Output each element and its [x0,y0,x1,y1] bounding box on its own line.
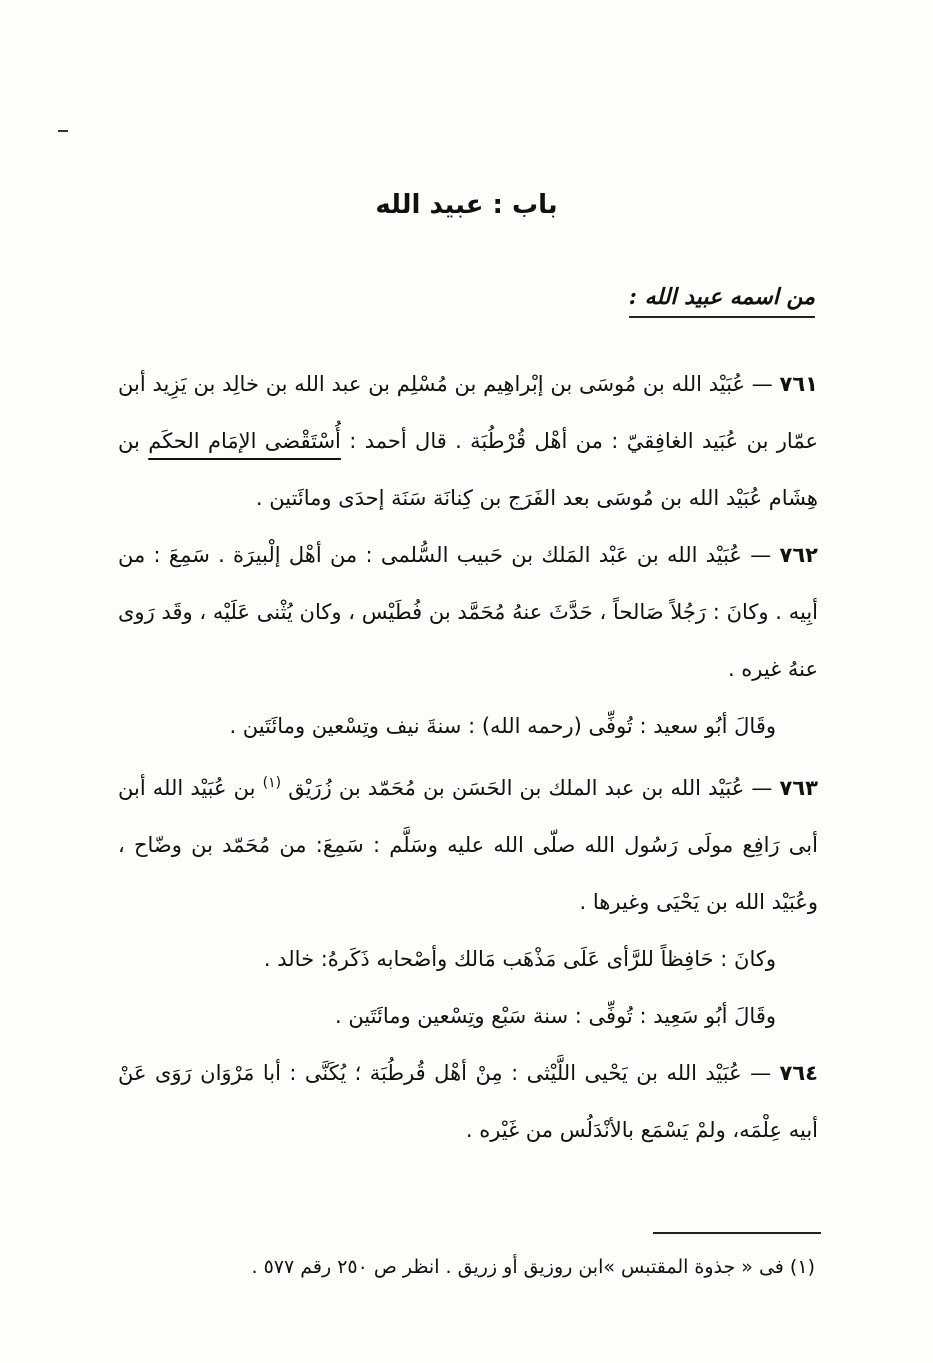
section-heading: من اسمه عبيد الله : [629,284,815,318]
entry-number: ٧٦٢ [779,543,818,567]
entry-762 [118,527,818,698]
entry-text: — عُبَيْد الله بن مُوسَى بن إبْراهِيم بن مُسْلِم بن عبد الله بن خالِد بن يَزِيد أبن عمّار بن عُبَيد الغافِقيّ : من أهْل قُرْطُبَة . قال أحمد : [118,372,818,453]
footnote-reference: (١) [262,775,282,791]
entry-763-note: وكانَ : حَافِظاً للرَّأى عَلَى مَذْهَب مَالك وأصْحابه ذَكَرهُ: خالد . [263,947,776,971]
entry-text-continued: بن عُبَيْد الله أبن أبى رَافِع مولَى رَسُول الله صلّى الله عليه وسَلَّم : سَمِعَ: من مُحَمّد بن وضّاح ، وعُبَيْد الله بن يَحْيَى وغيرها . [118,776,818,914]
footnote: (١) فى « جذوة المقتبس »ابن روزيق أو زريق . انظر ص ٢٥٠ رقم ٥٧٧ . [251,1256,815,1278]
entry-763-death-note: وقَالَ أبُو سَعِيد : تُوفِّى : سنة سَبْع وتِسْعين ومائَتَين . [334,1004,776,1028]
entry-761 [118,356,818,527]
entry-763 [118,755,818,931]
entry-number: ٧٦٤ [779,1061,818,1085]
entry-text-continued: بن هِشَام عُبَيْد الله بن مُوسَى بعد الفَرَج بن كِنانَة سَنَة إحدَى ومائَتين . [118,429,818,510]
underlined-phrase: أُسْتَقْضى الإمَام الحكَم [148,429,341,453]
footnote-divider [653,1232,821,1234]
entry-text: — عُبَيْد الله بن عَبْد المَلك بن حَبيب السُّلمى : من أهْل إلْبيرَة . سَمِعَ : من أبِيه . وكانَ : رَجُلاً صَالحاً ، حَدَّثَ عنهُ مُحَمَّد بن فُطَيْس ، وكان يُثْنى عَلَيْه ، وقَد رَوى عنهُ غيره . [118,543,818,681]
entry-764 [118,1045,818,1159]
entry-text: — عُبَيْد الله بن عبد الملك بن الحَسَن بن مُحَمّد بن زُرَيْق [288,776,773,800]
entry-762-death-note: وقَالَ أبُو سعيد : تُوفِّى (رحمه الله) : سنةَ نيف وتِسْعين ومائَتَين . [229,714,776,738]
entry-text: — عُبَيْد الله بن يَحْيى اللَّيْثى : مِنْ أهْل قُرطُبَة ؛ يُكَنَّى : أبا مَرْوَان رَوَى عَنْ أبيه عِلْمَه، ولمْ يَسْمَع بالأنْدَلُس من غَيْره . [118,1061,818,1142]
entry-number: ٧٦٣ [779,776,818,800]
entry-number: ٧٦١ [779,372,818,396]
chapter-title: باب : عبيد الله [375,190,558,220]
entries-body [118,356,818,1159]
margin-mark [58,130,68,132]
